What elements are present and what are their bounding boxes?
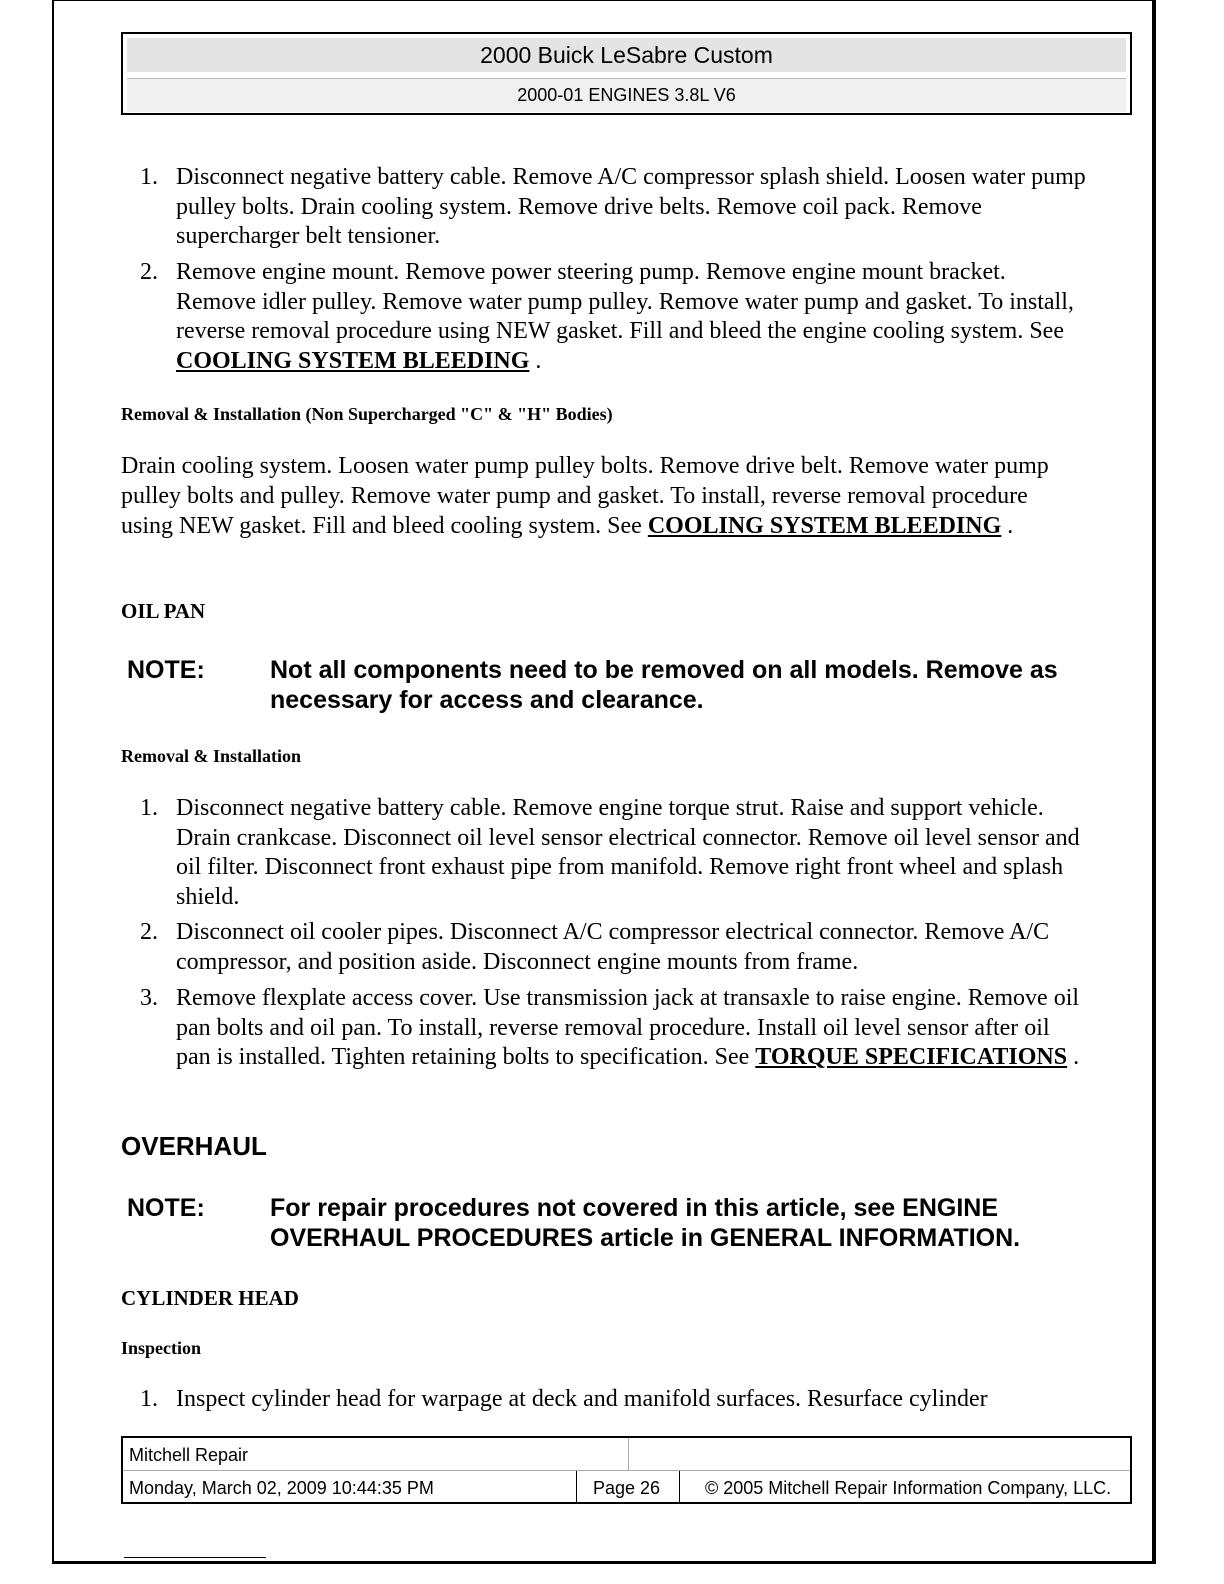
paragraph: Drain cooling system. Loosen water pump pulley bolts. Remove drive belt. Remove water pump pulley bolts and pulley. Remove water pump and gasket. To install, reverse removal procedure using NEW gasket. Fill and bleed cooling system. See COOLING SYSTEM BLEEDING . (121, 453, 1049, 539)
step-number: 2. (140, 259, 158, 285)
subsection-heading: Inspection (121, 1338, 202, 1358)
step-number: 1. (140, 795, 158, 821)
step-number: 1. (140, 1386, 158, 1412)
page-number: Page 26 (593, 1478, 661, 1498)
torque-specifications-link[interactable]: TORQUE SPECIFICATIONS (755, 1044, 1068, 1071)
step-text: Remove flexplate access cover. Use transmission jack at transaxle to raise engine. Remove oil pan bolts and oil pan. To install, reverse removal procedure. Install oil level sensor after oil pan is installed. Tighten retaining bolts to specification. See TORQUE SPECIFICATIONS . (176, 985, 1080, 1071)
print-datetime: Monday, March 02, 2009 10:44:35 PM (129, 1478, 434, 1498)
section-heading: CYLINDER HEAD (121, 1286, 299, 1310)
list-item (120, 1385, 1086, 1415)
note-block (127, 1193, 1087, 1253)
list-item (120, 794, 1086, 912)
document-header (121, 32, 1132, 115)
list-item (120, 918, 1086, 977)
note-label: NOTE: (127, 1194, 205, 1222)
step-number: 1. (140, 164, 158, 190)
copyright: © 2005 Mitchell Repair Information Company, LLC. (705, 1478, 1112, 1498)
step-number: 3. (140, 985, 158, 1011)
note-text: Not all components need to be removed on all models. Remove as necessary for access and clearance. (270, 656, 1058, 714)
step-number: 2. (140, 919, 158, 945)
vehicle-title: 2000 Buick LeSabre Custom (127, 38, 1126, 72)
subsection-heading: Removal & Installation (121, 746, 301, 766)
section-heading: OIL PAN (121, 599, 206, 623)
list-item (120, 984, 1086, 1073)
step-text: Disconnect negative battery cable. Remove engine torque strut. Raise and support vehicle. Drain crankcase. Disconnect oil level sensor electrical connector. Remove oil level sensor and oil filter. Disconnect front exhaust pipe from manifold. Remove right front wheel and splash shield. (176, 795, 1080, 910)
document-footer (121, 1436, 1132, 1504)
company-name: Mitchell Repair (129, 1445, 249, 1465)
note-text: For repair procedures not covered in this article, see ENGINE OVERHAUL PROCEDURES article in GENERAL INFORMATION. (270, 1194, 1021, 1252)
section-subtitle: 2000-01 ENGINES 3.8L V6 (127, 78, 1126, 112)
cooling-system-bleeding-link[interactable]: COOLING SYSTEM BLEEDING (176, 347, 530, 374)
step-text: Disconnect negative battery cable. Remove A/C compressor splash shield. Loosen water pump pulley bolts. Drain cooling system. Remove drive belts. Remove coil pack. Remove supercharger belt tensioner. (176, 164, 1086, 250)
step-text: Inspect cylinder head for warpage at deck and manifold surfaces. Resurface cylinder (176, 1386, 988, 1412)
subsection-heading: Removal & Installation (Non Supercharged "C" & "H" Bodies) (121, 404, 613, 424)
step-text: Remove engine mount. Remove power steering pump. Remove engine mount bracket. Remove idler pulley. Remove water pump pulley. Remove water pump and gasket. To install, reverse removal procedure using NEW gasket. Fill and bleed the engine cooling system. See COOLING SYSTEM BLEEDING . (176, 259, 1074, 374)
note-block (127, 655, 1087, 715)
section-heading: OVERHAUL (121, 1131, 267, 1161)
cooling-system-bleeding-link[interactable]: COOLING SYSTEM BLEEDING (647, 513, 1002, 539)
divider (124, 1557, 266, 1558)
list-item (120, 258, 1086, 376)
list-item (120, 163, 1086, 252)
step-text: Disconnect oil cooler pipes. Disconnect A/C compressor electrical connector. Remove A/C compressor, and position aside. Disconnect engine mounts from frame. (176, 919, 1050, 975)
note-label: NOTE: (127, 656, 205, 684)
